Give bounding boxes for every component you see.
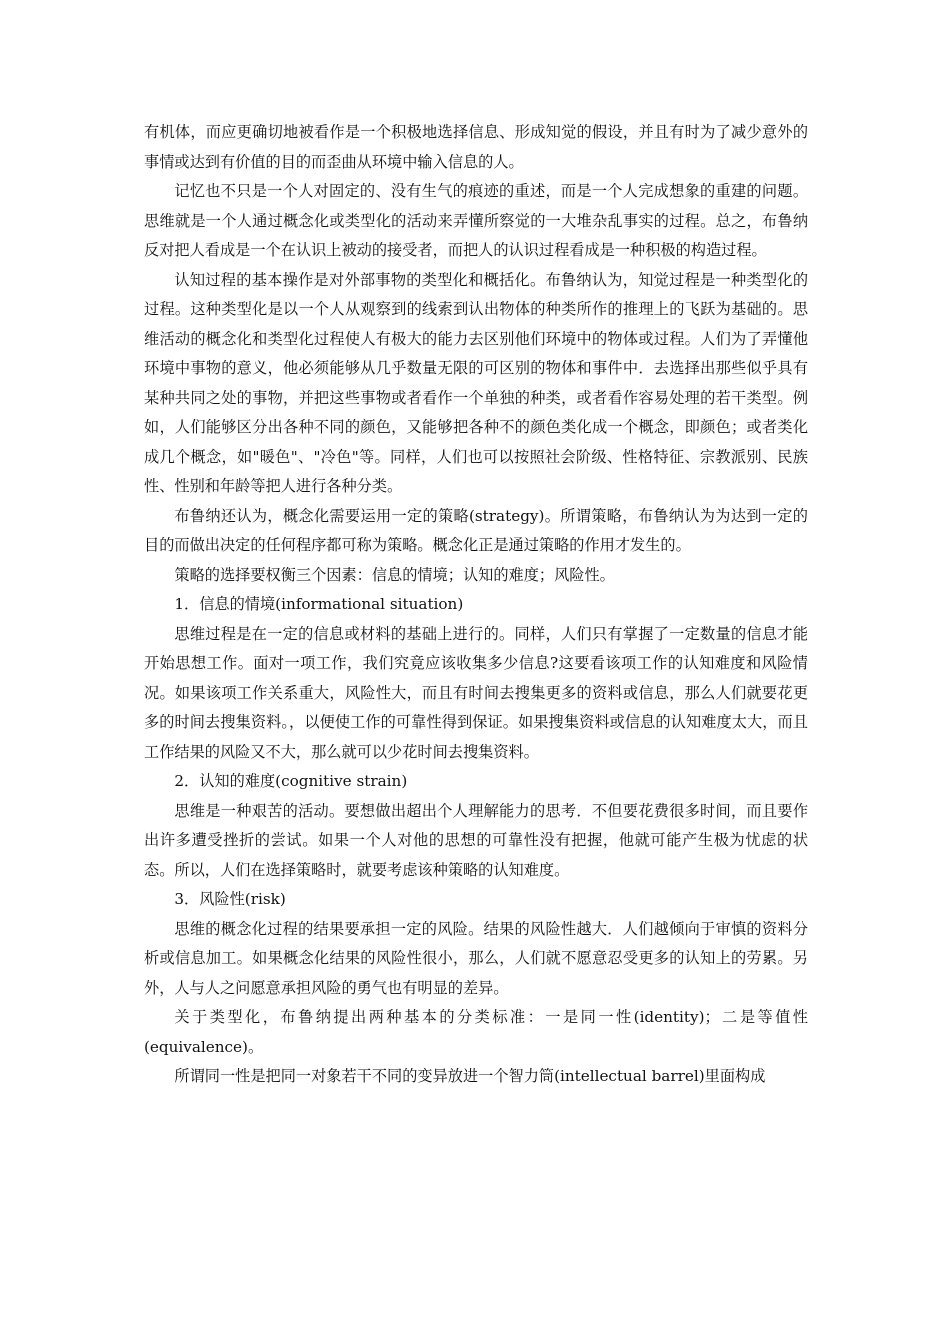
paragraph-identity: 所谓同一性是把同一对象若干不同的变异放进一个智力筒(intellectual barrel)里面构成 bbox=[174, 1067, 766, 1085]
paragraph-strategy: 布鲁纳还认为，概念化需要运用一定的策略(strategy)。所谓策略，布鲁纳认为为达到一定的目的而做出决定的任何程序都可称为策略。概念化正是通过策略的作用才发生的。 bbox=[144, 506, 808, 554]
section-heading-cognitive-strain: 2．认知的难度(cognitive strain) bbox=[174, 772, 408, 790]
paragraph-classification: 关于类型化，布鲁纳提出两种基本的分类标准：一是同一性(identity)；二是等值性(equivalence)。 bbox=[144, 1008, 808, 1056]
document-body bbox=[144, 118, 808, 1092]
paragraph-cognitive-strain: 思维是一种艰苦的活动。要想做出超出个人理解能力的思考．不但要花费很多时间，而且要作出许多遭受挫折的尝试。如果一个人对他的思想的可靠性没有把握，他就可能产生极为忧虑的状态。所以，人们在选择策略时，就要考虑该种策略的认知难度。 bbox=[144, 801, 808, 879]
paragraph-continuation: 有机体，而应更确切地被看作是一个积极地选择信息、形成知觉的假设，并且有时为了减少意外的事情或达到有价值的目的而歪曲从环境中输入信息的人。 bbox=[144, 123, 808, 171]
paragraph-informational-situation: 思维过程是在一定的信息或材料的基础上进行的。同样，人们只有掌握了一定数量的信息才能开始思想工作。面对一项工作，我们究竟应该收集多少信息?这要看该项工作的认知难度和风险情况。如果该项工作关系重大，风险性大，而且有时间去搜集更多的资料或信息，那么人们就要花更多的时间去搜集资料。，以便使工作的可靠性得到保证。如果搜集资料或信息的认知难度太大，而且工作结果的风险又不大，那么就可以少花时间去搜集资料。 bbox=[144, 624, 808, 761]
section-heading-risk: 3．风险性(risk) bbox=[174, 890, 286, 908]
paragraph-memory: 记忆也不只是一个人对固定的、没有生气的痕迹的重述，而是一个人完成想象的重建的问题。思维就是一个人通过概念化或类型化的活动来弄懂所察觉的一大堆杂乱事实的过程。总之，布鲁纳反对把人看成是一个在认识上被动的接受者，而把人的认识过程看成是一种积极的构造过程。 bbox=[144, 182, 808, 259]
paragraph-risk: 思维的概念化过程的结果要承担一定的风险。结果的风险性越大．人们越倾向于审慎的资料分析或信息加工。如果概念化结果的风险性很小，那么，人们就不愿意忍受更多的认知上的劳累。另外，人与人之问愿意承担风险的勇气也有明显的差异。 bbox=[144, 919, 808, 997]
section-heading-informational-situation: 1．信息的情境(informational situation) bbox=[174, 595, 464, 613]
paragraph-cognitive-process: 认知过程的基本操作是对外部事物的类型化和概括化。布鲁纳认为，知觉过程是一种类型化的过程。这种类型化是以一个人从观察到的线索到认出物体的种类所作的推理上的飞跃为基础的。思维活动的概念化和类型化过程使人有极大的能力去区别他们环境中的物体或过程。人们为了弄懂他环境中事物的意义，他必须能够从几乎数量无限的可区别的物体和事件中．去选择出那些似乎具有某种共同之处的事物，并把这些事物或者看作一个单独的种类，或者看作容易处理的若干类型。例如，人们能够区分出各种不同的颜色，又能够把各种不的颜色类化成一个概念，即颜色；或者类化成几个概念，如"暖色"、"冷色"等。同样，人们也可以按照社会阶级、性格特征、宗教派别、民族性、性别和年龄等把人进行各种分类。 bbox=[144, 270, 808, 495]
paragraph-strategy-factors: 策略的选择要权衡三个因素：信息的情境；认知的难度；风险性。 bbox=[174, 565, 615, 584]
